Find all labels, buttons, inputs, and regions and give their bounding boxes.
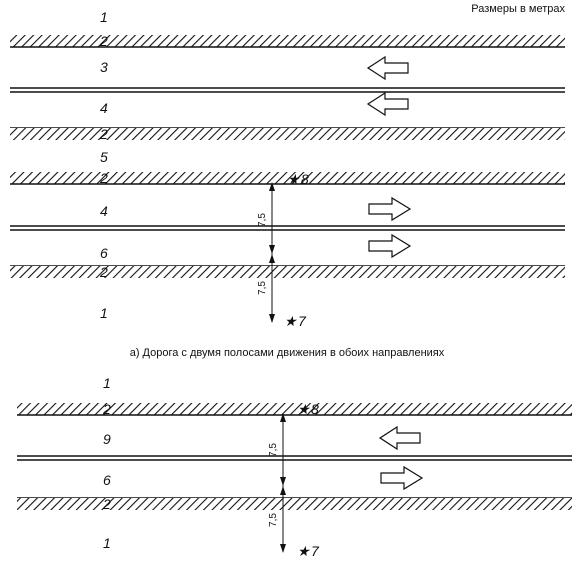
arrow-left-icon bbox=[368, 93, 408, 115]
caption-a: а) Дорога с двумя полосами движения в обоих направлениях bbox=[129, 347, 445, 359]
dimension-label-2: 7,5 bbox=[257, 281, 268, 295]
diagram-b bbox=[17, 375, 572, 559]
shoulder-strip-2 bbox=[10, 128, 565, 140]
label-lane-3: 4 bbox=[100, 203, 108, 219]
label-shoulder-4: 2 bbox=[100, 264, 108, 280]
label-lane-2: 4 bbox=[100, 100, 108, 116]
units-note: Размеры в метрах bbox=[471, 3, 565, 15]
star-icon: ★ bbox=[297, 401, 310, 417]
diagram-a bbox=[10, 9, 565, 359]
shoulder-strip-4 bbox=[10, 266, 565, 278]
shoulder-strip-1 bbox=[10, 35, 565, 47]
star-icon: ★ bbox=[287, 171, 300, 187]
label-verge-bottom: 1 bbox=[100, 305, 108, 321]
label-median: 5 bbox=[100, 149, 108, 165]
label-shoulder-1: 2 bbox=[103, 401, 111, 417]
marker-8: 8 bbox=[311, 401, 319, 417]
label-lane-4: 6 bbox=[100, 245, 108, 261]
arrow-right-icon bbox=[369, 235, 410, 257]
label-verge-top: 1 bbox=[100, 9, 108, 25]
label-shoulder-1: 2 bbox=[100, 33, 108, 49]
marker-7: 7 bbox=[311, 543, 319, 559]
arrow-right-icon bbox=[369, 198, 410, 220]
label-verge-top: 1 bbox=[103, 375, 111, 391]
shoulder-strip-1 bbox=[17, 403, 572, 415]
arrow-left-icon bbox=[368, 57, 408, 79]
arrow-right-icon bbox=[381, 467, 422, 489]
star-icon: ★ bbox=[297, 543, 310, 559]
marker-7: 7 bbox=[298, 313, 306, 329]
shoulder-strip-2 bbox=[17, 498, 572, 510]
marker-8: 8 bbox=[301, 171, 309, 187]
label-lane-1: 9 bbox=[103, 431, 111, 447]
label-verge-bottom: 1 bbox=[103, 535, 111, 551]
star-icon: ★ bbox=[284, 313, 297, 329]
dimension-label-2: 7,5 bbox=[268, 513, 279, 527]
dimension-label-1: 7,5 bbox=[268, 443, 279, 457]
label-lane-2: 6 bbox=[103, 472, 111, 488]
arrow-left-icon bbox=[380, 427, 420, 449]
label-shoulder-2: 2 bbox=[100, 126, 108, 142]
label-shoulder-2: 2 bbox=[103, 496, 111, 512]
dimension-label-1: 7,5 bbox=[257, 213, 268, 227]
label-lane-1: 3 bbox=[100, 59, 108, 75]
label-shoulder-3: 2 bbox=[100, 170, 108, 186]
